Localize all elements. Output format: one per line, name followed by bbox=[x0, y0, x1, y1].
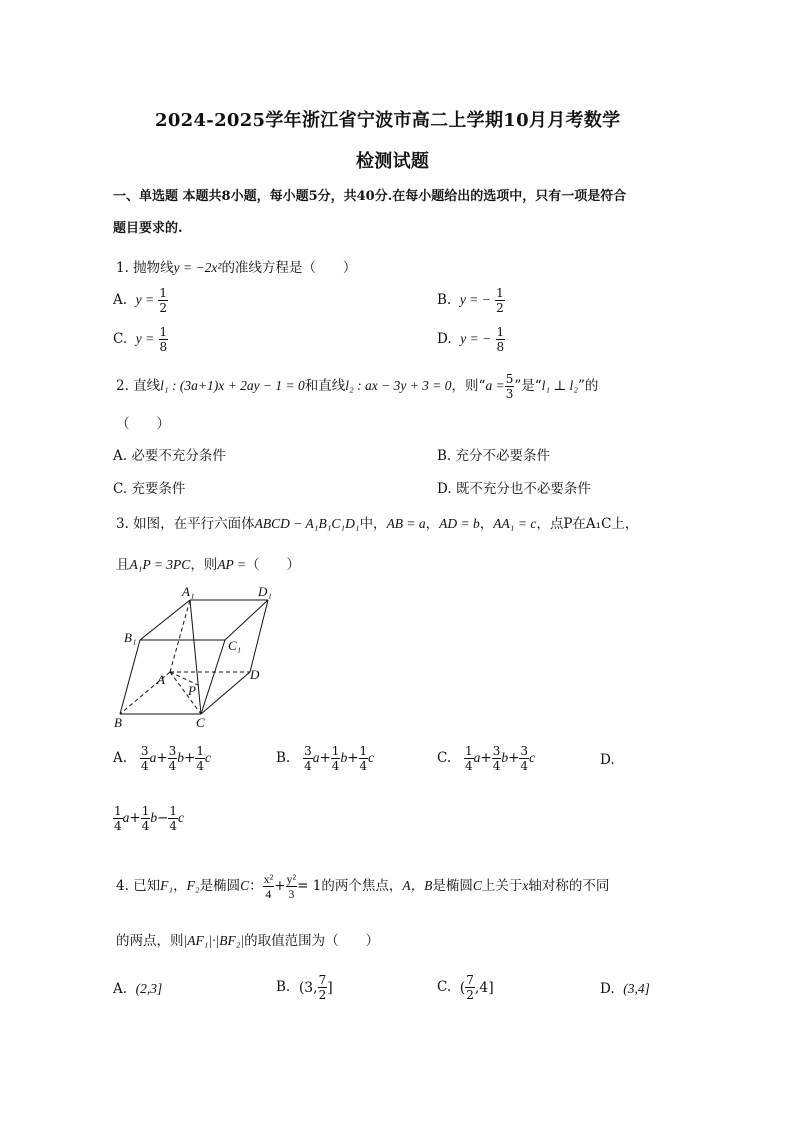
option-text: 充要条件 bbox=[131, 481, 186, 497]
hidden-edge-ac bbox=[170, 672, 201, 714]
q2-cond: a = bbox=[485, 378, 505, 393]
q4-c: C bbox=[240, 878, 250, 893]
q4-c: C bbox=[472, 878, 482, 893]
q1-option-a[interactable] bbox=[113, 286, 168, 315]
question-3-line1: 3. 如图，在平行六面体ABCD − A₁B₁C₁D₁中，AB = a，AD = b，AA₁ = c，点P在A₁C上， bbox=[116, 516, 639, 532]
q1-option-b[interactable] bbox=[437, 286, 505, 315]
option-lhs: y = − bbox=[459, 292, 491, 307]
q3-text: 3. 如图，在平行六面体 bbox=[116, 516, 255, 532]
q4-f2: F₂ bbox=[186, 878, 200, 893]
section-heading-line2: 题目要求的. bbox=[113, 221, 183, 236]
option-label: C. bbox=[113, 481, 128, 497]
q4-ab: A，B bbox=[402, 878, 433, 893]
q3-option-d-label[interactable]: D. bbox=[600, 752, 615, 768]
question-3-line2 bbox=[116, 553, 300, 573]
fraction: $\frac{5}{3}$ bbox=[505, 372, 514, 401]
edge-b1b bbox=[120, 640, 140, 714]
fraction: $\frac{1}{2}$ bbox=[159, 286, 168, 315]
edge-cd bbox=[201, 672, 250, 714]
q3-vector-aa1: AA₁ = c bbox=[493, 516, 537, 531]
vertex-label-b: B bbox=[114, 715, 122, 730]
q4-option-a[interactable] bbox=[113, 981, 162, 997]
q3-vector-ad: AD = b bbox=[439, 516, 480, 531]
option-lhs: y = bbox=[135, 292, 155, 307]
q3-solid: ABCD − A₁B₁C₁D₁ bbox=[254, 516, 360, 531]
option-label: D. bbox=[437, 331, 452, 347]
option-label: B. bbox=[276, 979, 291, 995]
q4-text: ： bbox=[249, 878, 263, 894]
option-label: A. bbox=[113, 981, 128, 997]
q4-text: 4. 已知 bbox=[116, 878, 161, 894]
q2-lead: 2. 直线 bbox=[116, 378, 161, 394]
q1-option-d[interactable] bbox=[437, 325, 505, 354]
edge-a1b1 bbox=[140, 600, 190, 640]
vertex-label-a: A bbox=[157, 672, 165, 687]
hidden-edge-aa1 bbox=[170, 600, 190, 672]
doc-title-line1: 2024-2025学年浙江省宁波市高二上学期10月月考数学 bbox=[155, 110, 621, 131]
q4-text: 的两个焦点， bbox=[321, 878, 403, 894]
q4-option-d[interactable] bbox=[600, 981, 650, 997]
option-label: C. bbox=[437, 750, 452, 766]
q1-option-c[interactable] bbox=[113, 325, 168, 354]
question-4-line2 bbox=[116, 929, 379, 949]
q4-text: + bbox=[274, 878, 286, 894]
vertex-label-b1: B₁ bbox=[124, 630, 137, 645]
fraction: $\frac{1}{8}$ bbox=[159, 325, 168, 354]
option-text: 既不充分也不必要条件 bbox=[455, 481, 591, 497]
vertex-label-d1: D₁ bbox=[258, 584, 272, 599]
q4-text: 是椭圆 bbox=[199, 878, 241, 894]
q4-text: 是椭圆 bbox=[432, 878, 473, 894]
q3-vector-a1p: A₁P = 3PC bbox=[129, 557, 191, 572]
q1-lead: 1. 抛物线 bbox=[116, 260, 174, 276]
vertex-label-d: D bbox=[250, 667, 260, 682]
q4-option-c[interactable]: C. ( $\frac{7}{2}$ ,4] bbox=[437, 973, 494, 1002]
q4-option-b[interactable]: B. (3, $\frac{7}{2}$ ] bbox=[276, 973, 333, 1002]
q2-perp: l₁ ⊥ l₂ bbox=[541, 378, 578, 393]
q3-option-d[interactable]: $\frac{1}{4}$ a+ $\frac{1}{4}$ b− $\frac{1}{4}$ c bbox=[114, 804, 185, 833]
q2-option-b[interactable] bbox=[437, 444, 550, 464]
option-label: A. bbox=[113, 750, 128, 766]
q4-text: 的取值范围为（ ） bbox=[244, 933, 380, 949]
option-text: (2,3] bbox=[135, 981, 163, 996]
q1-expr: y = −2x² bbox=[173, 260, 222, 275]
q3-option-a[interactable]: A. $\frac{3}{4}$ a+ $\frac{3}{4}$ b+ $\frac{1}{4}$ c bbox=[113, 744, 211, 773]
fraction: $\frac{1}{8}$ bbox=[496, 325, 505, 354]
option-text: (3,4] bbox=[623, 981, 650, 996]
option-label: B. bbox=[437, 448, 452, 464]
q3-text: ，点P在A₁C上， bbox=[536, 516, 639, 532]
q3-option-b[interactable]: B. $\frac{3}{4}$ a+ $\frac{1}{4}$ b+ $\frac{1}{4}$ c bbox=[276, 744, 375, 773]
q2-line1-eq: l₁ : (3a+1)x + 2ay − 1 = 0 bbox=[160, 378, 305, 393]
q2-text: ”的 bbox=[578, 378, 599, 394]
question-1 bbox=[116, 256, 356, 276]
q2-line2-eq: l₂ : ax − 3y + 3 = 0 bbox=[345, 378, 452, 393]
q2-option-c[interactable] bbox=[113, 477, 185, 497]
q2-mid: 和直线 bbox=[304, 378, 346, 394]
option-label: D. bbox=[600, 981, 615, 997]
edge-c1d1 bbox=[225, 600, 268, 640]
q1-tail: 的准线方程是（ ） bbox=[221, 260, 357, 276]
q2-option-a[interactable] bbox=[113, 444, 226, 464]
q4-f1: F₁ bbox=[160, 878, 174, 893]
q4-text: 上关于 bbox=[481, 878, 523, 894]
section-heading-line1: 一、单选题 本题共8小题，每小题5分，共40分.在每小题给出的选项中，只有一项是符合 bbox=[113, 189, 627, 204]
q2-paren: （ ） bbox=[116, 416, 170, 432]
q4-text: = 1 bbox=[297, 878, 322, 894]
q2-option-d[interactable] bbox=[437, 477, 591, 497]
q2-text: ”是“ bbox=[514, 378, 542, 394]
vertex-label-c1: C₁ bbox=[228, 638, 242, 653]
q3-text: （ ） bbox=[246, 557, 301, 573]
q3-text: ，则 bbox=[190, 557, 218, 573]
parallelepiped-figure bbox=[110, 582, 290, 730]
option-label: B. bbox=[437, 292, 452, 308]
option-lhs: y = bbox=[135, 331, 155, 346]
option-lhs: y = − bbox=[460, 331, 492, 346]
option-label: A. bbox=[113, 448, 128, 464]
q4-expr: |AF₁|·|BF₂| bbox=[183, 933, 245, 948]
q4-text: 的两点，则 bbox=[116, 933, 184, 949]
edge-c1c bbox=[201, 640, 225, 714]
q3-vector-ab: AB = a bbox=[386, 516, 426, 531]
vertex-label-p: P bbox=[188, 683, 196, 698]
q3-vector-ap: AP = bbox=[217, 557, 247, 572]
option-label: C. bbox=[113, 331, 128, 347]
edge-d1d bbox=[250, 600, 268, 672]
question-2 bbox=[116, 372, 598, 401]
option-label: D. bbox=[437, 481, 452, 497]
q4-text: ， bbox=[173, 878, 187, 894]
fraction: $\frac{1}{2}$ bbox=[496, 286, 504, 315]
option-label: C. bbox=[437, 979, 452, 995]
q4-x: x bbox=[522, 878, 529, 893]
q3-text: 中， bbox=[359, 516, 387, 532]
option-label: A. bbox=[113, 292, 128, 308]
option-label: B. bbox=[276, 750, 291, 766]
option-text: 必要不充分条件 bbox=[131, 448, 226, 464]
doc-title-line2: 检测试题 bbox=[356, 151, 430, 172]
question-4-line1: 4. 已知F₁，F₂是椭圆C： $\frac{\text{x²}}{4}$ + $\frac{\text{y²}}{3}$ = 1的两个焦点，A，B是椭圆C上关于x轴对称的不同 bbox=[116, 872, 610, 901]
q3-text: 且 bbox=[116, 557, 130, 573]
q3-option-c[interactable]: C. $\frac{1}{4}$ a+ $\frac{3}{4}$ b+ $\frac{3}{4}$ c bbox=[437, 744, 536, 773]
q2-text: ，则“ bbox=[451, 378, 486, 394]
vertex-label-c: C bbox=[196, 715, 205, 730]
q4-text: 轴对称的不同 bbox=[528, 878, 610, 894]
option-text: 充分不必要条件 bbox=[455, 448, 551, 464]
vertex-label-a1: A₁ bbox=[182, 584, 195, 599]
